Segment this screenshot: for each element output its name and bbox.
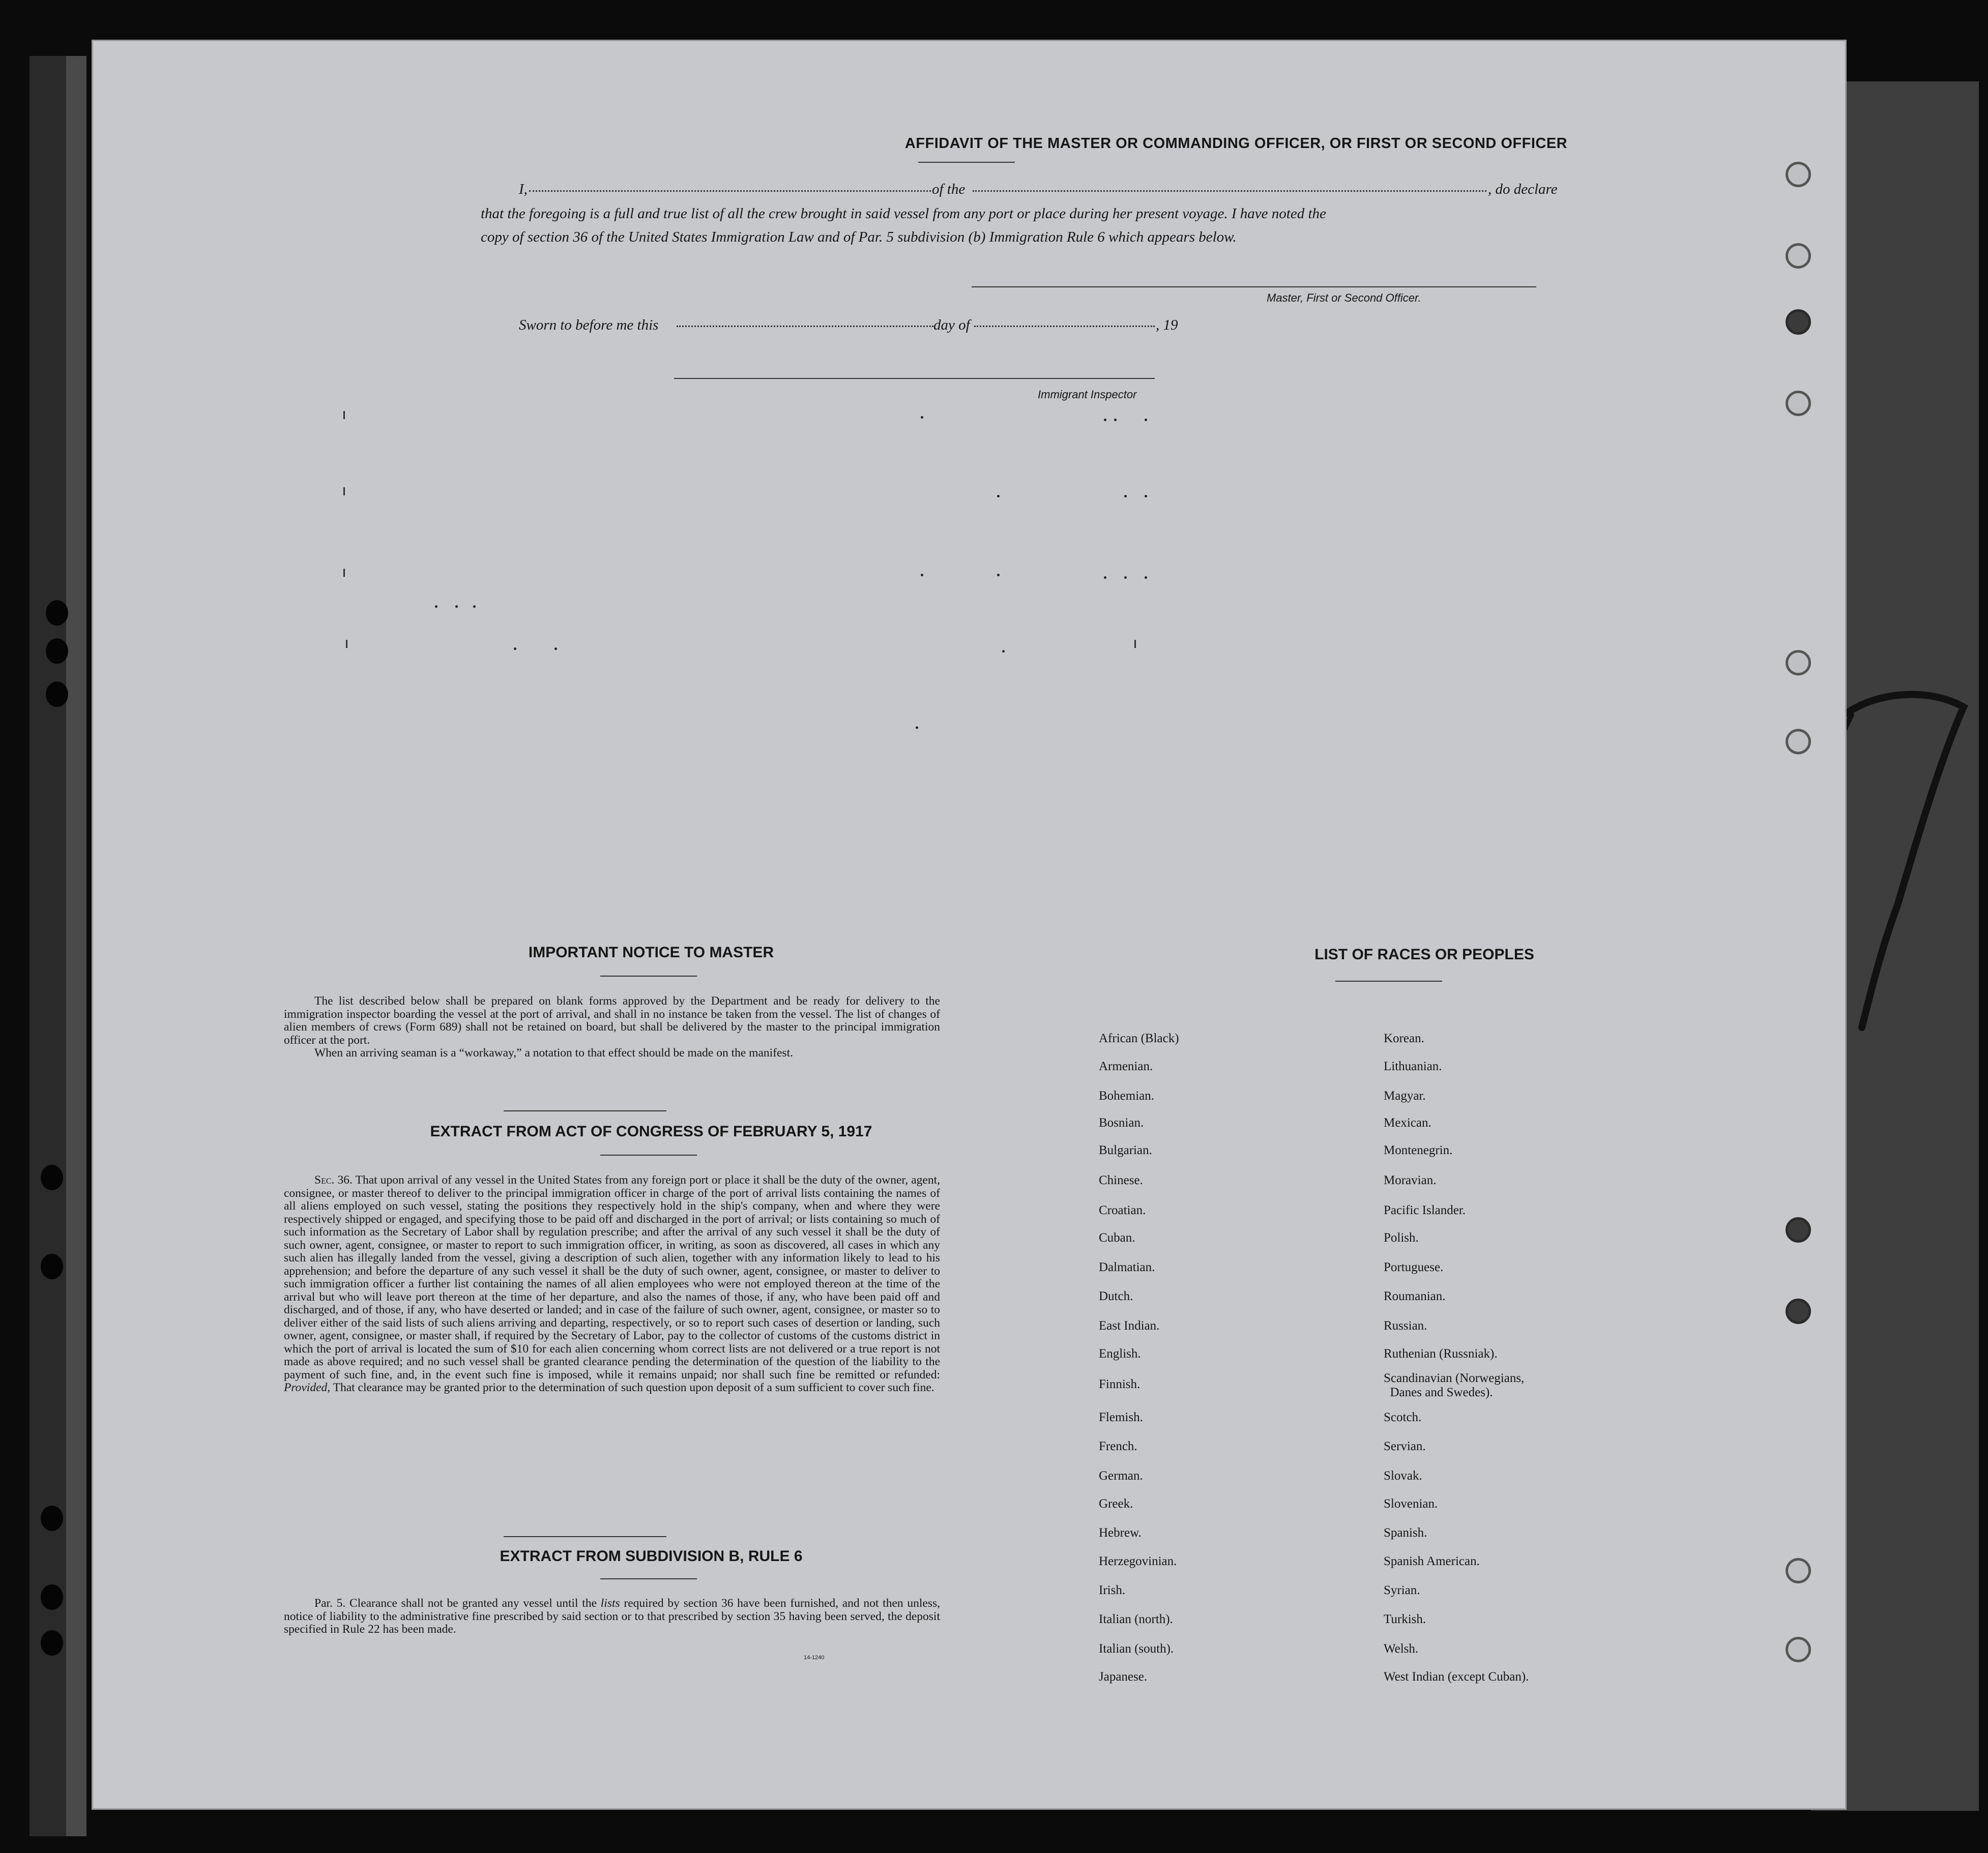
race-item: Welsh.	[1384, 1642, 1419, 1656]
race-item: African (Black)	[1099, 1032, 1179, 1045]
affidavit-line-2: that the foregoing is a full and true list of all the crew brought in said vessel from any port or place during her present voyage. I have noted the	[481, 205, 1326, 222]
document-page	[92, 40, 1847, 1810]
race-item: Syrian.	[1384, 1583, 1420, 1597]
stray-mark	[1114, 419, 1117, 421]
race-item: West Indian (except Cuban).	[1384, 1670, 1529, 1684]
stray-mark	[1002, 650, 1005, 653]
race-item: Herzegovinian.	[1099, 1554, 1177, 1568]
stray-mark	[435, 605, 437, 608]
day-of-label: day of	[933, 317, 970, 333]
form-number: 14-1240	[804, 1655, 825, 1661]
section-36-paragraph	[284, 1174, 940, 1395]
race-item: Irish.	[1099, 1583, 1126, 1597]
divider	[504, 1536, 666, 1537]
par-5-paragraph	[284, 1597, 940, 1636]
race-item: Korean.	[1384, 1032, 1424, 1045]
par-5-rest: required by section 36 have been furnished, and not then unless, notice of liability to the administrative fine prescribed by said section or to that prescribed by section 35 having been served, the deposit specified in Rule 22 has been made.	[284, 1597, 940, 1636]
lists-word: lists	[600, 1597, 620, 1610]
race-item: Slovak.	[1384, 1469, 1422, 1483]
stray-mark	[921, 416, 923, 419]
binder-hole	[46, 682, 68, 707]
race-item: Turkish.	[1384, 1612, 1426, 1626]
punch-hole	[1786, 1217, 1811, 1243]
affidavit-line-3: copy of section 36 of the United States Immigration Law and of Par. 5 subdivision (b) Immigration Rule 6 which appears below.	[481, 229, 1237, 245]
stray-mark	[1124, 495, 1127, 497]
stray-mark	[997, 574, 1000, 576]
provided-label: Provided,	[284, 1381, 331, 1394]
race-item: Mexican.	[1384, 1116, 1431, 1130]
race-item: Armenian.	[1099, 1060, 1153, 1073]
signature-line[interactable]	[972, 286, 1536, 287]
race-item: German.	[1099, 1469, 1143, 1483]
race-item: Moravian.	[1384, 1173, 1437, 1187]
day-blank[interactable]	[677, 326, 933, 327]
race-item: English.	[1099, 1347, 1141, 1361]
stray-mark	[1104, 419, 1106, 421]
divider	[600, 976, 697, 977]
divider	[600, 1155, 697, 1156]
stray-mark	[1134, 640, 1136, 648]
race-item: Roumanian.	[1384, 1289, 1446, 1303]
race-item: Italian (south).	[1099, 1642, 1174, 1656]
race-item: Ruthenian (Russniak).	[1384, 1347, 1498, 1361]
punch-hole	[1786, 243, 1811, 269]
binder-edge	[66, 56, 86, 1836]
vessel-blank[interactable]	[973, 190, 1486, 192]
binder-hole	[41, 1165, 63, 1190]
race-item: Scandinavian (Norwegians, Danes and Swedes).	[1384, 1371, 1525, 1399]
race-item: Bohemian.	[1099, 1089, 1155, 1103]
month-blank[interactable]	[974, 326, 1155, 327]
race-item: East Indian.	[1099, 1319, 1160, 1333]
stray-mark	[455, 605, 458, 608]
affidavit-title: AFFIDAVIT OF THE MASTER OR COMMANDING OFFICER, OR FIRST OR SECOND OFFICER	[904, 135, 1568, 152]
race-item: Dalmatian.	[1099, 1260, 1155, 1274]
divider	[918, 162, 1015, 163]
sec-label: Sec. 36.	[314, 1173, 353, 1187]
race-item: Finnish.	[1099, 1377, 1141, 1391]
binder-hole	[41, 1630, 63, 1656]
race-item: Spanish.	[1384, 1526, 1427, 1540]
divider	[1335, 981, 1442, 982]
stray-mark	[1124, 576, 1127, 579]
notice-title: IMPORTANT NOTICE TO MASTER	[528, 944, 774, 961]
race-item: Bulgarian.	[1099, 1143, 1152, 1157]
races-title: LIST OF RACES OR PEOPLES	[1314, 946, 1534, 963]
race-item: French.	[1099, 1439, 1137, 1453]
punch-hole	[1786, 650, 1811, 675]
binder-hole	[46, 638, 68, 664]
extract-act-text	[284, 1174, 940, 1395]
punch-hole	[1786, 162, 1811, 187]
affidavit-line-1	[519, 181, 528, 198]
divider	[600, 1578, 697, 1579]
inspector-label: Immigrant Inspector	[1038, 388, 1137, 401]
notice-paragraph-1: The list described below shall be prepared on blank forms approved by the Department and be ready for delivery to the immigration inspector boarding the vessel at the port of arrival, and shall in no instance be taken from the vessel. The list of changes of alien members of crews (Form 689) shall not be retained on board, but shall be delivered by the master to the principal immigration officer at the port.	[284, 994, 940, 1047]
i-label: I,	[519, 181, 528, 197]
race-item: Italian (north).	[1099, 1612, 1173, 1626]
sec-36-end: That clearance may be granted prior to the determination of such question upon deposit of a sum sufficient to cover such fine.	[333, 1381, 934, 1394]
stray-mark	[343, 411, 345, 419]
punch-hole	[1786, 391, 1811, 416]
name-blank[interactable]	[529, 190, 931, 192]
stray-mark	[346, 640, 347, 648]
race-item: Greek.	[1099, 1497, 1133, 1511]
binder-strip	[30, 56, 66, 1836]
binder-hole	[41, 1506, 63, 1531]
punch-hole	[1786, 1299, 1811, 1324]
extract-act-title: EXTRACT FROM ACT OF CONGRESS OF FEBRUARY 5, 1917	[430, 1123, 872, 1140]
signature-label: Master, First or Second Officer.	[1267, 291, 1421, 304]
binder-hole	[41, 1254, 63, 1279]
race-item: Polish.	[1384, 1231, 1419, 1245]
stray-mark	[1145, 419, 1147, 421]
sec-36-body: That upon arrival of any vessel in the United States from any foreign port or place it shall be the duty of the owner, agent, consignee, or master thereof to deliver to the principal immigration officer in charge of the port of arrival lists containing the names of all aliens employed on such vessel, stating the positions they respectively hold in the ship's company, when and where they were respectively shipped or engaged, and specifying those to be paid off and discharged in the port of arrival; or lists containing so much of such information as the Secretary of Labor shall by regulation prescribe; and after the arrival of any such vessel it shall be the duty of such owner, agent, consignee, or master to report to such immigration officer, in writing, as soon as discovered, all cases in which any such alien has illegally landed from the vessel, giving a description of such alien, together with any information likely to lead to his apprehension; and before the departure of any such vessel it shall be the duty of such owner, agent, consignee, or master to deliver to such immigration officer a further list containing the names of all alien employees who were not employed thereon at the time of the arrival but who will leave port thereon at the time of her departure, and also the names of those, if any, who have been paid off and discharged, and of those, if any, who have deserted or landed; and in case of the failure of such owner, agent, consignee, or master so to deliver either of the said lists of such aliens arriving and departing, respectively, or so to report such cases of desertion or landing, such owner, agent, consignee, or master shall, if required by the Secretary of Labor, pay to the collector of customs of the customs district in which the port of arrival is located the sum of $10 for each alien concerning whom correct lists are not delivered or a true report is not made as above required; and no such vessel shall be granted clearance pending the determination of the question of the liability to the payment of such fine, and, in the event such fine is imposed, while it remains unpaid; nor shall such fine be remitted or refunded:	[284, 1173, 941, 1381]
par-5-start: Par. 5. Clearance shall not be granted any vessel until the	[314, 1597, 597, 1610]
punch-hole	[1786, 1637, 1811, 1662]
race-item: Chinese.	[1099, 1173, 1143, 1187]
stray-mark	[554, 648, 557, 650]
stray-mark	[921, 574, 923, 576]
stray-mark	[916, 726, 918, 729]
binder-hole	[46, 600, 68, 626]
race-item: Lithuanian.	[1384, 1060, 1442, 1073]
stray-mark	[1104, 576, 1106, 579]
inspector-line[interactable]	[674, 378, 1155, 379]
race-item: Pacific Islander.	[1384, 1203, 1466, 1217]
race-item: Montenegrin.	[1384, 1143, 1453, 1157]
notice-paragraph-2: When an arriving seaman is a “workaway,” a notation to that effect should be made on the manifest.	[314, 1046, 793, 1060]
race-item: Croatian.	[1099, 1203, 1146, 1217]
extract-rule-title: EXTRACT FROM SUBDIVISION B, RULE 6	[500, 1548, 803, 1565]
punch-hole	[1786, 1558, 1811, 1583]
of-the-label: of the	[932, 181, 966, 197]
notice-text	[284, 995, 940, 1060]
sworn-label: Sworn to before me this	[519, 317, 659, 333]
binder-hole	[41, 1584, 63, 1610]
stray-mark	[343, 487, 345, 495]
race-item: Hebrew.	[1099, 1526, 1142, 1540]
race-item: Scotch.	[1384, 1410, 1422, 1424]
stray-mark	[473, 605, 476, 608]
race-item: Spanish American.	[1384, 1554, 1480, 1568]
stray-mark	[997, 495, 1000, 497]
divider	[504, 1110, 666, 1111]
race-item: Magyar.	[1384, 1089, 1426, 1103]
race-item: Flemish.	[1099, 1410, 1143, 1424]
extract-rule-text	[284, 1597, 940, 1636]
stray-mark	[1145, 495, 1147, 497]
race-item: Cuban.	[1099, 1231, 1135, 1245]
punch-hole	[1786, 309, 1811, 335]
punch-hole	[1786, 729, 1811, 754]
race-item: Bosnian.	[1099, 1116, 1144, 1130]
stray-mark	[343, 569, 345, 577]
stray-mark	[1145, 576, 1147, 579]
race-item: Russian.	[1384, 1319, 1427, 1333]
do-declare-label: , do declare	[1488, 181, 1558, 197]
year-label: , 19	[1156, 317, 1178, 333]
stray-mark	[514, 648, 516, 650]
race-item: Dutch.	[1099, 1289, 1133, 1303]
race-item: Slovenian.	[1384, 1497, 1438, 1511]
race-item: Portuguese.	[1384, 1260, 1444, 1274]
race-item: Japanese.	[1099, 1670, 1148, 1684]
race-item: Servian.	[1384, 1439, 1426, 1453]
